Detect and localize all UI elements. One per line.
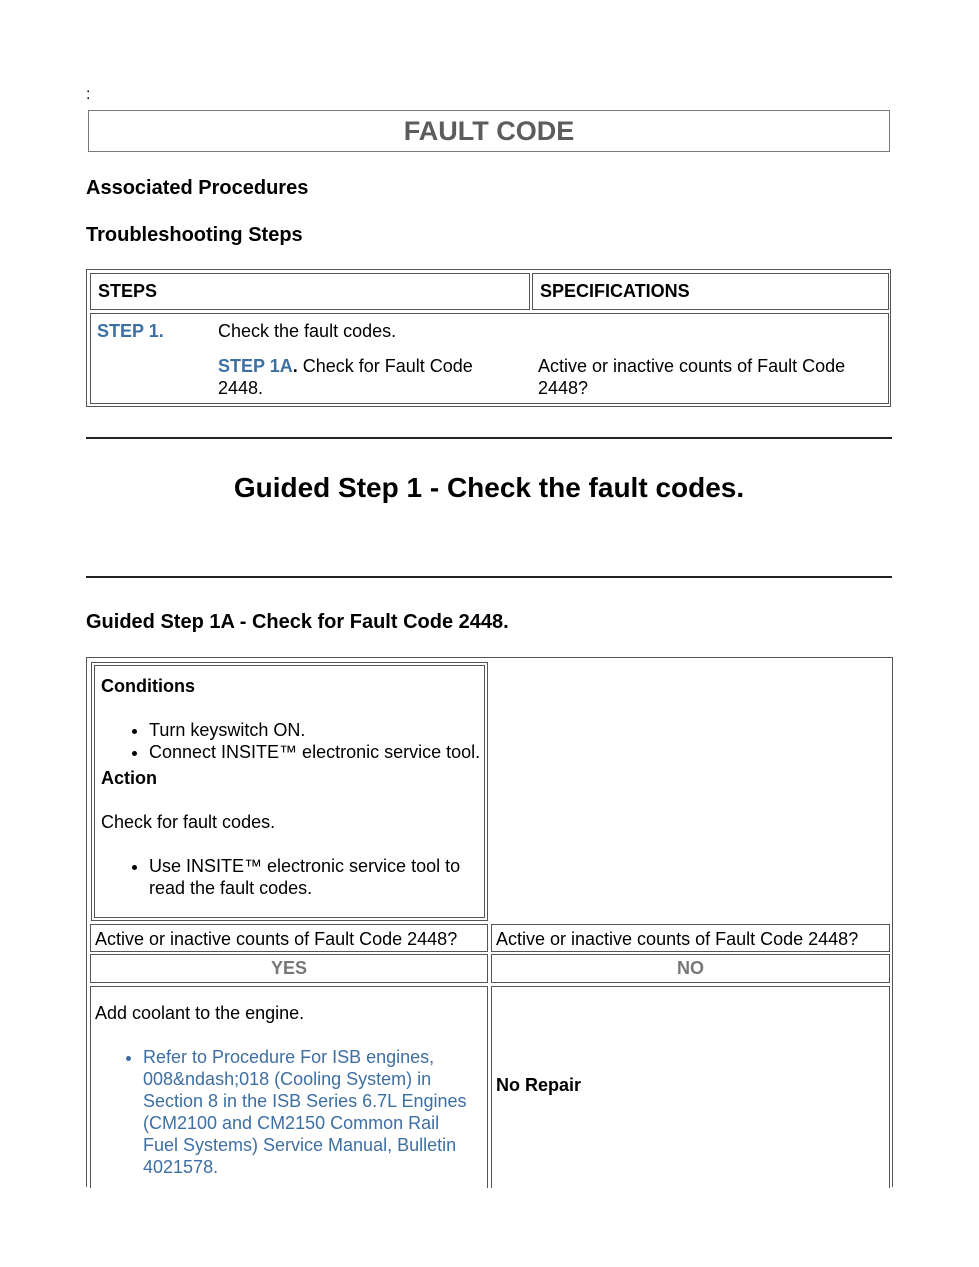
no-repair-text: No Repair: [496, 1074, 582, 1095]
condition-item: • Connect INSITE™ electronic service tool.: [149, 741, 484, 763]
divider-2: [86, 576, 892, 578]
conditions-action-cell: [91, 662, 488, 921]
question-left-cell: Active or inactive counts of Fault Code 2448?: [90, 924, 488, 952]
divider-1: [86, 437, 892, 439]
yes-header: YES: [90, 954, 488, 983]
guided-step-1a-heading: Guided Step 1A - Check for Fault Code 2448.: [86, 611, 509, 633]
steps-column-header: STEPS: [90, 273, 530, 310]
yes-answer-text: Add coolant to the engine.: [95, 1003, 305, 1023]
step1-link[interactable]: STEP 1.: [97, 321, 164, 341]
no-answer-cell: [491, 986, 890, 1188]
procedure-reference-link[interactable]: • Refer to Procedure For ISB engines, 008&ndash;018 (Cooling System) in Section 8 in the ISB Series 6.7L Engines (CM2100 and CM2150 Common Rail Fuel Systems) Service Manual, Bulletin 4021578.: [143, 1046, 479, 1178]
step1a-dot: .: [292, 356, 298, 376]
troubleshooting-steps-heading: Troubleshooting Steps: [86, 224, 303, 246]
page-title: FAULT CODE: [403, 115, 575, 146]
specifications-column-header: SPECIFICATIONS: [532, 273, 889, 310]
conditions-action-box: [94, 665, 485, 918]
step1-text: Check the fault codes.: [218, 321, 397, 341]
action-label: Action: [101, 768, 157, 788]
yes-answer-cell: [90, 986, 488, 1188]
action-item: • Use INSITE™ electronic service tool to read the fault codes.: [149, 855, 476, 899]
steps-table: [86, 269, 891, 407]
no-header: NO: [491, 954, 890, 983]
header-colon: :: [86, 86, 91, 103]
step1a-text: Check for Fault Code 2448.: [218, 356, 473, 398]
fault-code-title-box: [88, 110, 890, 152]
step1a-specification: Active or inactive counts of Fault Code 2448?: [538, 356, 846, 398]
condition-item: • Turn keyswitch ON.: [149, 719, 484, 741]
guided-step-1-heading: Guided Step 1 - Check the fault codes.: [233, 472, 745, 503]
yes-answer-list: [95, 1046, 479, 1178]
action-text: Check for fault codes.: [101, 812, 276, 832]
conditions-label: Conditions: [101, 676, 195, 696]
conditions-list: [101, 719, 484, 763]
step1a-link[interactable]: STEP 1A: [218, 356, 293, 376]
guided-step-1a-table: [86, 657, 893, 1187]
associated-procedures-heading: Associated Procedures: [86, 177, 309, 199]
question-right-cell: Active or inactive counts of Fault Code 2448?: [491, 924, 890, 952]
action-list: [101, 855, 484, 899]
step1a-row: [218, 355, 518, 399]
